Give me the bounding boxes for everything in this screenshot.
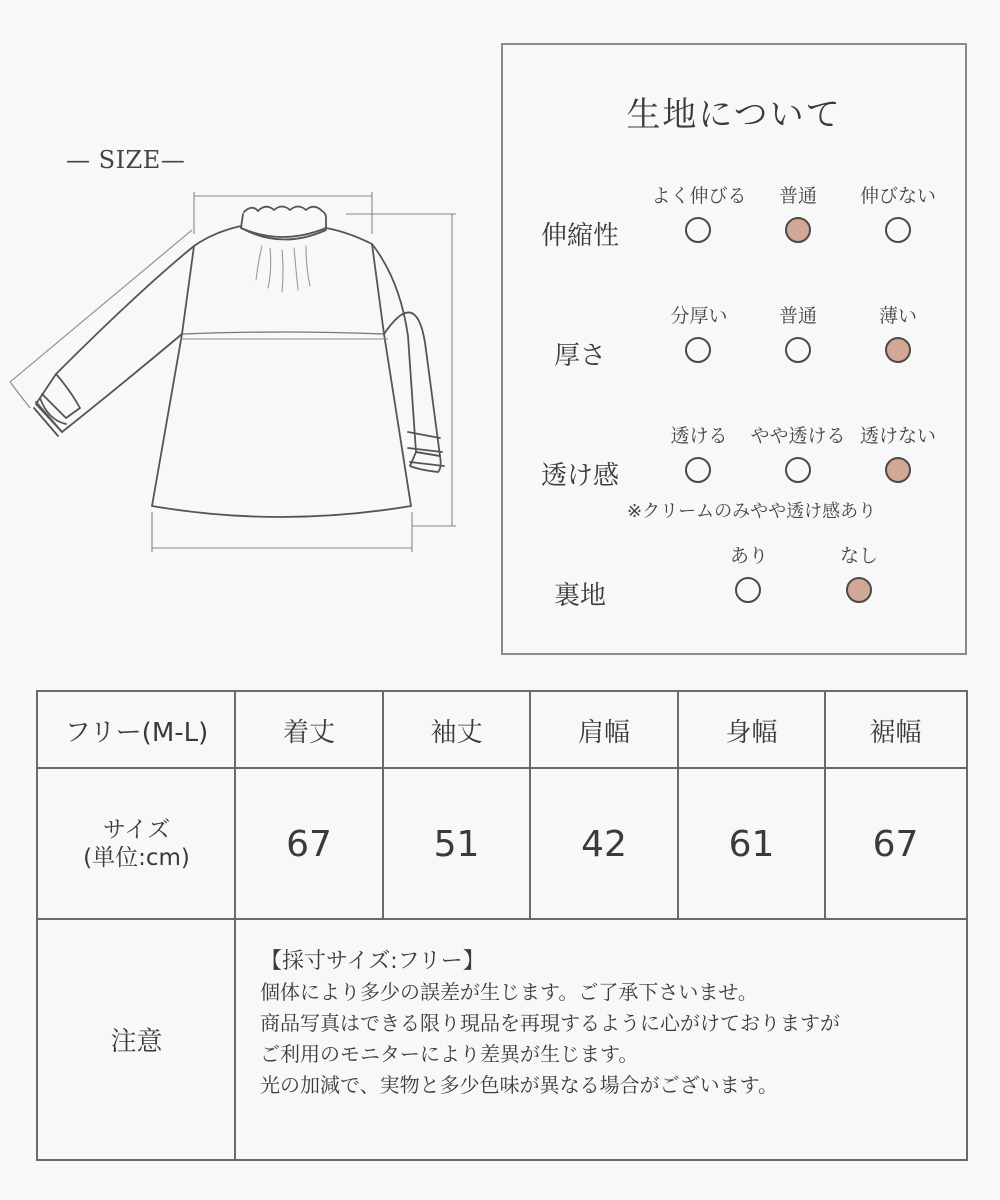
note-line: 商品写真はできる限り現品を再現するように心がけておりますが bbox=[260, 1011, 840, 1035]
option-label: 伸びない bbox=[859, 185, 936, 207]
size-header: フリー(M-L) bbox=[64, 717, 209, 748]
fabric-info-panel bbox=[501, 43, 967, 655]
stretch-label: 伸縮性 bbox=[540, 221, 619, 251]
size-row-label-line1: サイズ bbox=[102, 817, 171, 843]
option-label: なし bbox=[839, 545, 878, 567]
column-header-length: 着丈 bbox=[282, 717, 335, 748]
option-label: 普通 bbox=[778, 185, 817, 207]
option-label: 分厚い bbox=[670, 305, 728, 327]
stretch-option-circle-selected bbox=[785, 217, 811, 243]
option-label: あり bbox=[729, 545, 768, 567]
option-label: よく伸びる bbox=[651, 185, 747, 207]
value-body-width: 61 bbox=[728, 823, 775, 865]
column-header-shoulder: 肩幅 bbox=[577, 717, 630, 748]
blouse-size-diagram bbox=[0, 170, 470, 560]
stretch-option-circle bbox=[685, 217, 711, 243]
lining-label: 裏地 bbox=[553, 581, 606, 611]
thickness-option-circle bbox=[785, 337, 811, 363]
option-label: 薄い bbox=[878, 305, 917, 327]
sheerness-label: 透け感 bbox=[540, 461, 619, 491]
value-length: 67 bbox=[286, 823, 332, 865]
stretch-option-circle bbox=[885, 217, 911, 243]
notes-text bbox=[260, 946, 960, 1101]
lining-option-circle-selected bbox=[846, 577, 872, 603]
sheerness-note: ※クリームのみやや透け感あり bbox=[627, 501, 877, 522]
column-header-hem-width: 裾幅 bbox=[869, 717, 922, 748]
sheerness-option-circle bbox=[785, 457, 811, 483]
fabric-title: 生地について bbox=[626, 95, 842, 135]
value-shoulder: 42 bbox=[581, 823, 627, 865]
sheerness-option-circle bbox=[685, 457, 711, 483]
thickness-option-circle-selected bbox=[885, 337, 911, 363]
sheerness-option-circle-selected bbox=[885, 457, 911, 483]
note-line: ご利用のモニターにより差異が生じます。 bbox=[260, 1042, 639, 1066]
option-label: やや透ける bbox=[750, 425, 846, 447]
option-label: 普通 bbox=[778, 305, 817, 327]
column-header-body-width: 身幅 bbox=[725, 717, 778, 748]
size-heading: — SIZE— bbox=[66, 146, 186, 174]
lining-option-circle bbox=[735, 577, 761, 603]
option-label: 透けない bbox=[859, 425, 936, 447]
notes-label: 注意 bbox=[110, 1027, 163, 1057]
value-hem-width: 67 bbox=[872, 823, 919, 865]
size-row-label bbox=[38, 769, 235, 919]
note-line: 個体により多少の誤差が生じます。ご了承下さいませ。 bbox=[260, 980, 758, 1004]
value-sleeve: 51 bbox=[433, 823, 480, 865]
column-header-sleeve: 袖丈 bbox=[430, 717, 483, 748]
notes-title: 【採寸サイズ:フリー】 bbox=[260, 949, 485, 974]
size-row-label-line2: (単位:cm) bbox=[83, 845, 190, 871]
option-label: 透ける bbox=[670, 425, 728, 447]
size-table bbox=[36, 690, 968, 1161]
thickness-option-circle bbox=[685, 337, 711, 363]
note-line: 光の加減で、実物と多少色味が異なる場合がございます。 bbox=[260, 1073, 778, 1097]
thickness-label: 厚さ bbox=[553, 341, 606, 371]
